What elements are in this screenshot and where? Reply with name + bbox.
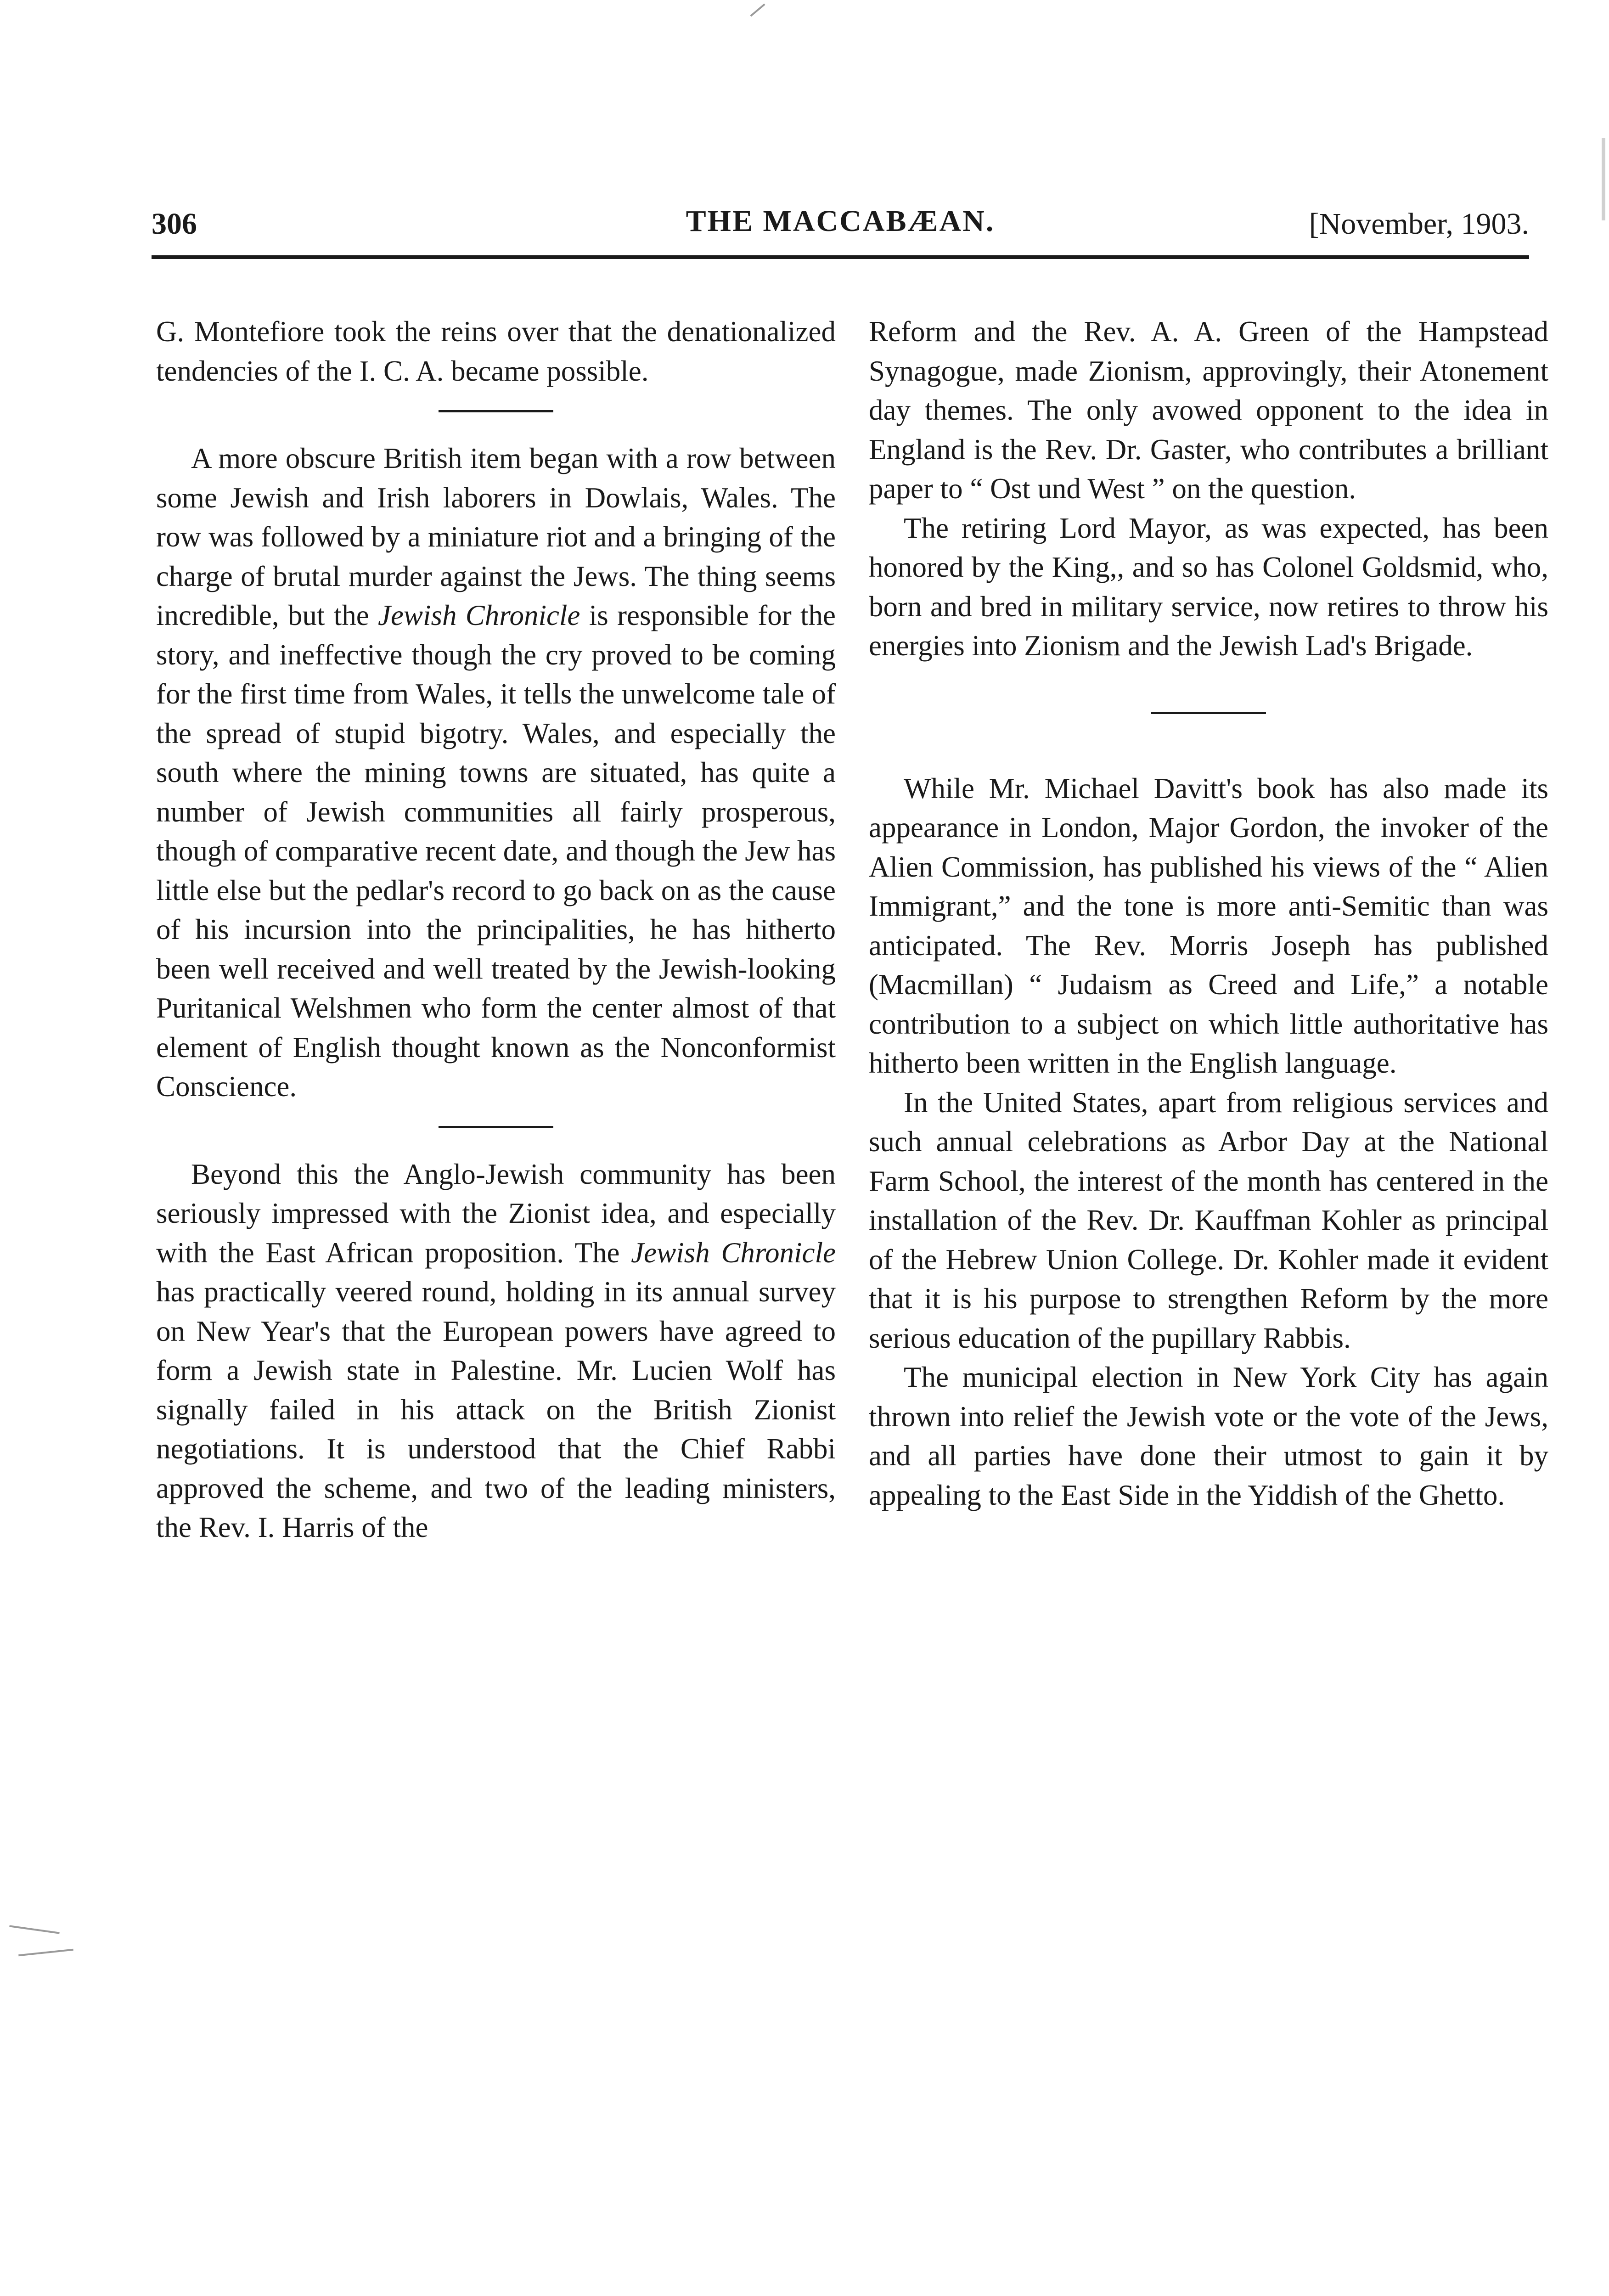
page-number: 306: [152, 207, 197, 241]
paragraph-text: The municipal election in New York City has again thrown into relief the Jewish vote or the vote of the Jews, and all parties have done their utmost to gain it by appealing to the East Side in the Yiddish of the Ghetto.: [869, 1361, 1548, 1511]
paragraph-text: Beyond this the Anglo-Jewish community has been seriously impressed with the Zionist idea, and especially with the East African proposition. The: [156, 1158, 836, 1269]
scan-artifact: [18, 1949, 73, 1957]
running-header: [152, 197, 1529, 257]
paragraph: [156, 1155, 836, 1548]
publication-title: Jewish Chronicle: [378, 599, 580, 631]
paragraph-text: has practically veered round, holding in its annual survey on New Year's that the European powers have agreed to form a Jewish state in Palestine. Mr. Lucien Wolf has signally failed in his attack on the British Zionist negotiations. It is understood that the Chief Rabbi approved the scheme, and two of the leading ministers, the Rev. I. Harris of the: [156, 1276, 836, 1543]
paragraph-text: is responsible for the story, and ineffective though the cry proved to be coming for the first time from Wales, it tells the unwelcome tale of the spread of stupid bigotry. Wales, and especially the south where the mining towns are situated, has quite a number of Jewish communities all fairly prosperous, though of comparative recent date, and though the Jew has little else but the pedlar's record to go back on as the cause of his incursion into the principalities, he has hitherto been well received and well treated by the Jewish-looking Puritanical Welshmen who form the center almost of that element of English thought known as the Nonconformist Conscience.: [156, 599, 836, 1103]
scan-artifact: [9, 1925, 59, 1934]
paragraph-text: While Mr. Michael Davitt's book has also made its appearance in London, Major Gordon, the invoker of the Alien Commission, has published his views of the “ Alien Immigrant,” and the tone is more anti-Semitic than was anticipated. The Rev. Morris Joseph has published (Macmillan) “ Judaism as Creed and Life,” a notable contribution to a subject on which little authoritative has hitherto been written in the English language.: [869, 772, 1548, 1079]
paragraph: [869, 769, 1548, 1083]
paragraph: [869, 1083, 1548, 1358]
paragraph: [156, 312, 836, 391]
right-column: [869, 312, 1548, 1515]
scan-artifact: [750, 4, 765, 17]
paragraph: [869, 1358, 1548, 1515]
journal-title: THE MACCABÆAN.: [686, 204, 995, 238]
section-divider: [1151, 712, 1266, 714]
publication-title: Jewish Chronicle: [631, 1236, 836, 1269]
section-divider: [439, 410, 553, 412]
scan-artifact: [1602, 138, 1605, 220]
paragraph: [869, 312, 1548, 509]
paragraph-text: In the United States, apart from religious services and such annual celebrations as Arbor Day at the National Farm School, the interest of the month has centered in the installation of the Rev. Dr. Kauffman Kohler as principal of the Hebrew Union College. Dr. Kohler made it evident that it is his purpose to strengthen Reform by the more serious education of the pupillary Rabbis.: [869, 1086, 1548, 1354]
header-rule: [152, 255, 1529, 259]
issue-date: [November, 1903.: [1309, 207, 1529, 241]
paragraph-text: The retiring Lord Mayor, as was expected, has been honored by the King,, and so has Colonel Goldsmid, who, born and bred in military service, now retires to throw his energies into Zionism and the Jewish Lad's Brigade.: [869, 512, 1548, 662]
paragraph-text: Reform and the Rev. A. A. Green of the Hampstead Synagogue, made Zionism, approvingly, their Atonement day themes. The only avowed opponent to the idea in England is the Rev. Dr. Gaster, who contributes a brilliant paper to “ Ost und West ” on the question.: [869, 315, 1548, 505]
section-divider: [439, 1126, 553, 1128]
paragraph: [156, 439, 836, 1107]
paragraph: [869, 509, 1548, 666]
left-column: [156, 312, 836, 1548]
paragraph-text: G. Montefiore took the reins over that the denationalized tendencies of the I. C. A. became possible.: [156, 315, 836, 387]
paragraph-text: A more obscure British item began with a row between some Jewish and Irish laborers in Dowlais, Wales. The row was followed by a miniature riot and a bringing of the charge of brutal murder against the Jews. The thing seems incredible, but the: [156, 442, 836, 631]
